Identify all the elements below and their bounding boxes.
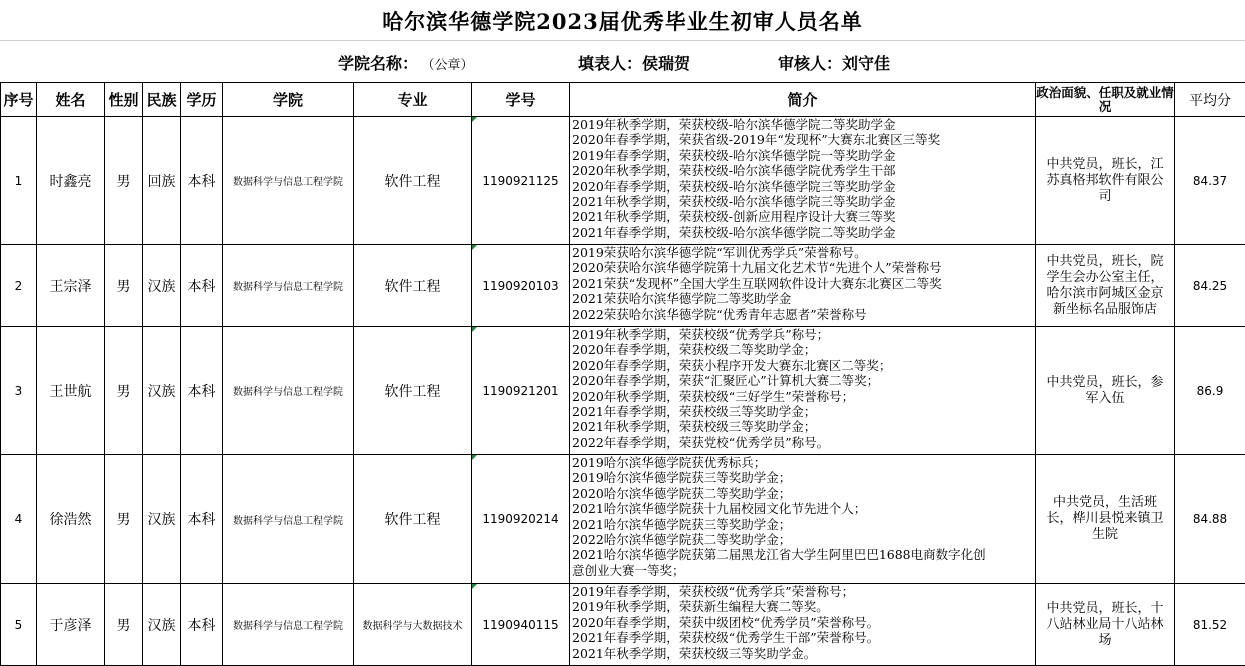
cell-ethnicity-text: 汉族 — [148, 618, 176, 634]
cell-college — [223, 117, 354, 245]
cell-major-text: 软件工程 — [385, 384, 441, 400]
cell-name — [37, 245, 105, 327]
cell-seq-text: 2 — [15, 279, 23, 293]
cell-seq — [1, 245, 37, 327]
intro-line: 2022哈尔滨华德学院获二等奖助学金； — [572, 532, 1035, 547]
comment-marker-icon — [472, 117, 477, 122]
cell-ethnicity — [143, 245, 181, 327]
col-ethnicity: 民族 — [143, 83, 181, 117]
col-education: 学历 — [181, 83, 223, 117]
intro-line: 2019荣获哈尔滨华德学院“军训优秀学兵”荣誉称号。 — [572, 245, 1035, 260]
cell-education-text: 本科 — [188, 618, 216, 634]
cell-education — [181, 117, 223, 245]
cell-gender-text: 男 — [117, 279, 131, 295]
cell-average — [1175, 117, 1245, 245]
intro-line: 意创业大赛一等奖； — [572, 563, 1035, 578]
cell-average-text: 84.37 — [1193, 174, 1227, 188]
filler-label: 填表人：侯瑞贺 — [578, 51, 690, 74]
col-student-id: 学号 — [472, 83, 570, 117]
col-political: 政治面貌、任职及就业情况 — [1036, 83, 1175, 117]
cell-gender — [105, 117, 143, 245]
title-row — [0, 0, 1245, 41]
cell-major-text: 软件工程 — [385, 174, 441, 190]
cell-political-text: 中共党员，班长，十八站林业局十八站林场 — [1046, 601, 1163, 648]
cell-seq-text: 1 — [15, 174, 23, 188]
col-major: 专业 — [354, 83, 472, 117]
cell-seq-text: 3 — [15, 384, 23, 398]
intro-line: 2021年春季学期，荣获校级三等奖助学金； — [572, 404, 1035, 419]
intro-line: 2019年秋季学期，荣获校级-哈尔滨华德学院二等奖助学金 — [572, 117, 1035, 132]
cell-college — [223, 245, 354, 327]
cell-ethnicity-text: 回族 — [148, 174, 176, 190]
cell-political — [1036, 117, 1175, 245]
intro-line: 2020年春季学期，荣获省级-2019年“发现杯”大赛东北赛区三等奖 — [572, 132, 1035, 147]
table-row — [1, 117, 1245, 245]
cell-ethnicity-text: 汉族 — [148, 279, 176, 295]
cell-average-text: 84.25 — [1193, 279, 1227, 293]
intro-line: 2020年秋季学期，荣获校级-哈尔滨华德学院优秀学生干部 — [572, 163, 1035, 178]
cell-political-text: 中共党员，班长，院学生会办公室主任，哈尔滨市阿城区金京新坐标名品服饰店 — [1046, 254, 1163, 317]
intro-line: 2020年春季学期，荣获“汇聚匠心”计算机大赛二等奖； — [572, 373, 1035, 388]
intro-line: 2020年春季学期，荣获小程序开发大赛东北赛区二等奖； — [572, 358, 1035, 373]
intro-line: 2021年秋季学期，荣获校级-哈尔滨华德学院三等奖助学金 — [572, 194, 1035, 209]
cell-major-text: 软件工程 — [385, 512, 441, 528]
intro-line: 2020荣获哈尔滨华德学院第十九届文化艺术节“先进个人”荣誉称号 — [572, 260, 1035, 275]
cell-major — [354, 584, 472, 666]
cell-political — [1036, 455, 1175, 584]
cell-name-text: 于彦泽 — [50, 618, 92, 634]
cell-education-text: 本科 — [188, 512, 216, 528]
cell-education — [181, 455, 223, 584]
cell-average — [1175, 455, 1245, 584]
cell-name — [37, 327, 105, 455]
table-row — [1, 327, 1245, 455]
cell-major — [354, 455, 472, 584]
cell-ethnicity — [143, 327, 181, 455]
cell-name — [37, 117, 105, 245]
cell-education-text: 本科 — [188, 279, 216, 295]
college-name-field — [338, 51, 474, 74]
comment-marker-icon — [472, 245, 477, 250]
cell-college-text: 数据科学与信息工程学院 — [233, 387, 343, 398]
col-seq: 序号 — [1, 83, 37, 117]
cell-student-id — [472, 245, 570, 327]
intro-line: 2021哈尔滨华德学院获第二届黑龙江省大学生阿里巴巴1688电商数字化创 — [572, 547, 1035, 562]
cell-gender — [105, 245, 143, 327]
intro-line: 2019年春季学期，荣获校级-哈尔滨华德学院一等奖助学金 — [572, 148, 1035, 163]
intro-line: 2019年秋季学期，荣获校级“优秀学兵”称号； — [572, 327, 1035, 342]
cell-intro — [570, 327, 1036, 455]
cell-education — [181, 245, 223, 327]
cell-gender-text: 男 — [117, 174, 131, 190]
cell-student-id — [472, 584, 570, 666]
cell-average-text: 86.9 — [1197, 384, 1224, 398]
comment-marker-icon — [472, 327, 477, 332]
cell-intro — [570, 455, 1036, 584]
cell-ethnicity-text: 汉族 — [148, 512, 176, 528]
cell-education — [181, 327, 223, 455]
cell-major — [354, 327, 472, 455]
cell-education — [181, 584, 223, 666]
reviewer-label: 审核人：刘守佳 — [778, 51, 890, 74]
intro-line: 2020年春季学期，荣获中级团校“优秀学员”荣誉称号。 — [572, 615, 1035, 630]
cell-ethnicity — [143, 455, 181, 584]
cell-average — [1175, 584, 1245, 666]
cell-political-text: 中共党员，班长，参军入伍 — [1046, 375, 1163, 406]
intro-line: 2021荣获哈尔滨华德学院二等奖助学金 — [572, 291, 1035, 306]
cell-major — [354, 245, 472, 327]
table-row — [1, 584, 1245, 666]
cell-student-id-text: 1190920103 — [482, 279, 558, 293]
intro-line: 2021年春季学期，荣获校级-哈尔滨华德学院二等奖助学金 — [572, 225, 1035, 240]
cell-seq-text: 5 — [15, 618, 23, 632]
intro-line: 2020年春季学期，荣获校级-哈尔滨华德学院三等奖助学金 — [572, 179, 1035, 194]
cell-name — [37, 584, 105, 666]
cell-average-text: 84.88 — [1193, 512, 1227, 526]
cell-political-text: 中共党员，生活班长，桦川县悦来镇卫生院 — [1046, 495, 1163, 542]
cell-name-text: 王宗泽 — [50, 279, 92, 295]
intro-line: 2022年春季学期，荣获党校“优秀学员”称号。 — [572, 435, 1035, 450]
cell-intro — [570, 584, 1036, 666]
roster-table — [0, 82, 1245, 666]
cell-gender-text: 男 — [117, 384, 131, 400]
cell-name-text: 时鑫亮 — [50, 174, 92, 190]
intro-line: 2019年春季学期，荣获校级“优秀学兵”荣誉称号； — [572, 584, 1035, 599]
intro-line: 2021哈尔滨华德学院获三等奖助学金； — [572, 517, 1035, 532]
cell-college-text: 数据科学与信息工程学院 — [233, 177, 343, 188]
intro-line: 2020年春季学期，荣获校级二等奖助学金； — [572, 342, 1035, 357]
col-average: 平均分 — [1175, 83, 1245, 117]
cell-intro — [570, 117, 1036, 245]
intro-line: 2020哈尔滨华德学院获二等奖助学金； — [572, 486, 1035, 501]
cell-seq-text: 4 — [15, 512, 23, 526]
cell-political-text: 中共党员，班长，江苏真格邦软件有限公司 — [1046, 157, 1163, 204]
col-name: 姓名 — [37, 83, 105, 117]
intro-line: 2022荣获哈尔滨华德学院“优秀青年志愿者”荣誉称号 — [572, 307, 1035, 322]
cell-gender — [105, 584, 143, 666]
cell-seq — [1, 117, 37, 245]
col-intro: 简介 — [570, 83, 1036, 117]
cell-ethnicity-text: 汉族 — [148, 384, 176, 400]
cell-college-text: 数据科学与信息工程学院 — [233, 621, 343, 632]
cell-education-text: 本科 — [188, 384, 216, 400]
cell-college-text: 数据科学与信息工程学院 — [233, 516, 343, 527]
seal-note: （公章） — [428, 58, 474, 73]
cell-college-text: 数据科学与信息工程学院 — [233, 282, 343, 293]
cell-student-id — [472, 327, 570, 455]
cell-gender-text: 男 — [117, 512, 131, 528]
table-row — [1, 245, 1245, 327]
cell-name-text: 王世航 — [50, 384, 92, 400]
intro-line: 2019哈尔滨华德学院获优秀标兵； — [572, 455, 1035, 470]
cell-major-text: 软件工程 — [385, 279, 441, 295]
cell-intro — [570, 245, 1036, 327]
col-college: 学院 — [223, 83, 354, 117]
college-name-label: 学院名称： — [338, 54, 418, 73]
intro-line: 2019哈尔滨华德学院获三等奖助学金； — [572, 470, 1035, 485]
cell-gender — [105, 455, 143, 584]
cell-college — [223, 327, 354, 455]
intro-line: 2021哈尔滨华德学院获十九届校园文化节先进个人； — [572, 501, 1035, 516]
cell-ethnicity — [143, 117, 181, 245]
cell-seq — [1, 327, 37, 455]
cell-political — [1036, 327, 1175, 455]
cell-name — [37, 455, 105, 584]
cell-political — [1036, 584, 1175, 666]
cell-name-text: 徐浩然 — [50, 512, 92, 528]
comment-marker-icon — [472, 584, 477, 589]
cell-average — [1175, 327, 1245, 455]
cell-student-id-text: 1190940115 — [482, 618, 558, 632]
cell-political — [1036, 245, 1175, 327]
cell-student-id — [472, 117, 570, 245]
cell-college — [223, 584, 354, 666]
header-row — [1, 83, 1245, 117]
cell-ethnicity — [143, 584, 181, 666]
cell-major-text: 数据科学与大数据技术 — [363, 621, 463, 632]
cell-major — [354, 117, 472, 245]
table-row — [1, 455, 1245, 584]
cell-seq — [1, 584, 37, 666]
intro-line: 2020年秋季学期，荣获校级“三好学生”荣誉称号； — [572, 389, 1035, 404]
intro-line: 2021年秋季学期，荣获校级三等奖助学金； — [572, 419, 1035, 434]
cell-average-text: 81.52 — [1193, 618, 1227, 632]
cell-college — [223, 455, 354, 584]
intro-line: 2019年秋季学期，荣获新生编程大赛二等奖。 — [572, 599, 1035, 614]
page-title: 哈尔滨华德学院2023届优秀毕业生初审人员名单 — [0, 6, 1245, 36]
intro-line: 2021荣获“发现杯”全国大学生互联网软件设计大赛东北赛区二等奖 — [572, 276, 1035, 291]
cell-student-id-text: 1190921125 — [482, 174, 558, 188]
intro-line: 2021年春季学期，荣获校级“优秀学生干部”荣誉称号。 — [572, 630, 1035, 645]
cell-student-id-text: 1190920214 — [482, 512, 558, 526]
cell-student-id — [472, 455, 570, 584]
meta-row — [0, 40, 1245, 83]
comment-marker-icon — [472, 455, 477, 460]
intro-line: 2021年秋季学期，荣获校级-创新应用程序设计大赛三等奖 — [572, 209, 1035, 224]
col-gender: 性别 — [105, 83, 143, 117]
cell-average — [1175, 245, 1245, 327]
intro-line: 2021年秋季学期，荣获校级三等奖助学金。 — [572, 646, 1035, 661]
cell-gender-text: 男 — [117, 618, 131, 634]
cell-education-text: 本科 — [188, 174, 216, 190]
cell-seq — [1, 455, 37, 584]
cell-student-id-text: 1190921201 — [482, 384, 558, 398]
cell-gender — [105, 327, 143, 455]
